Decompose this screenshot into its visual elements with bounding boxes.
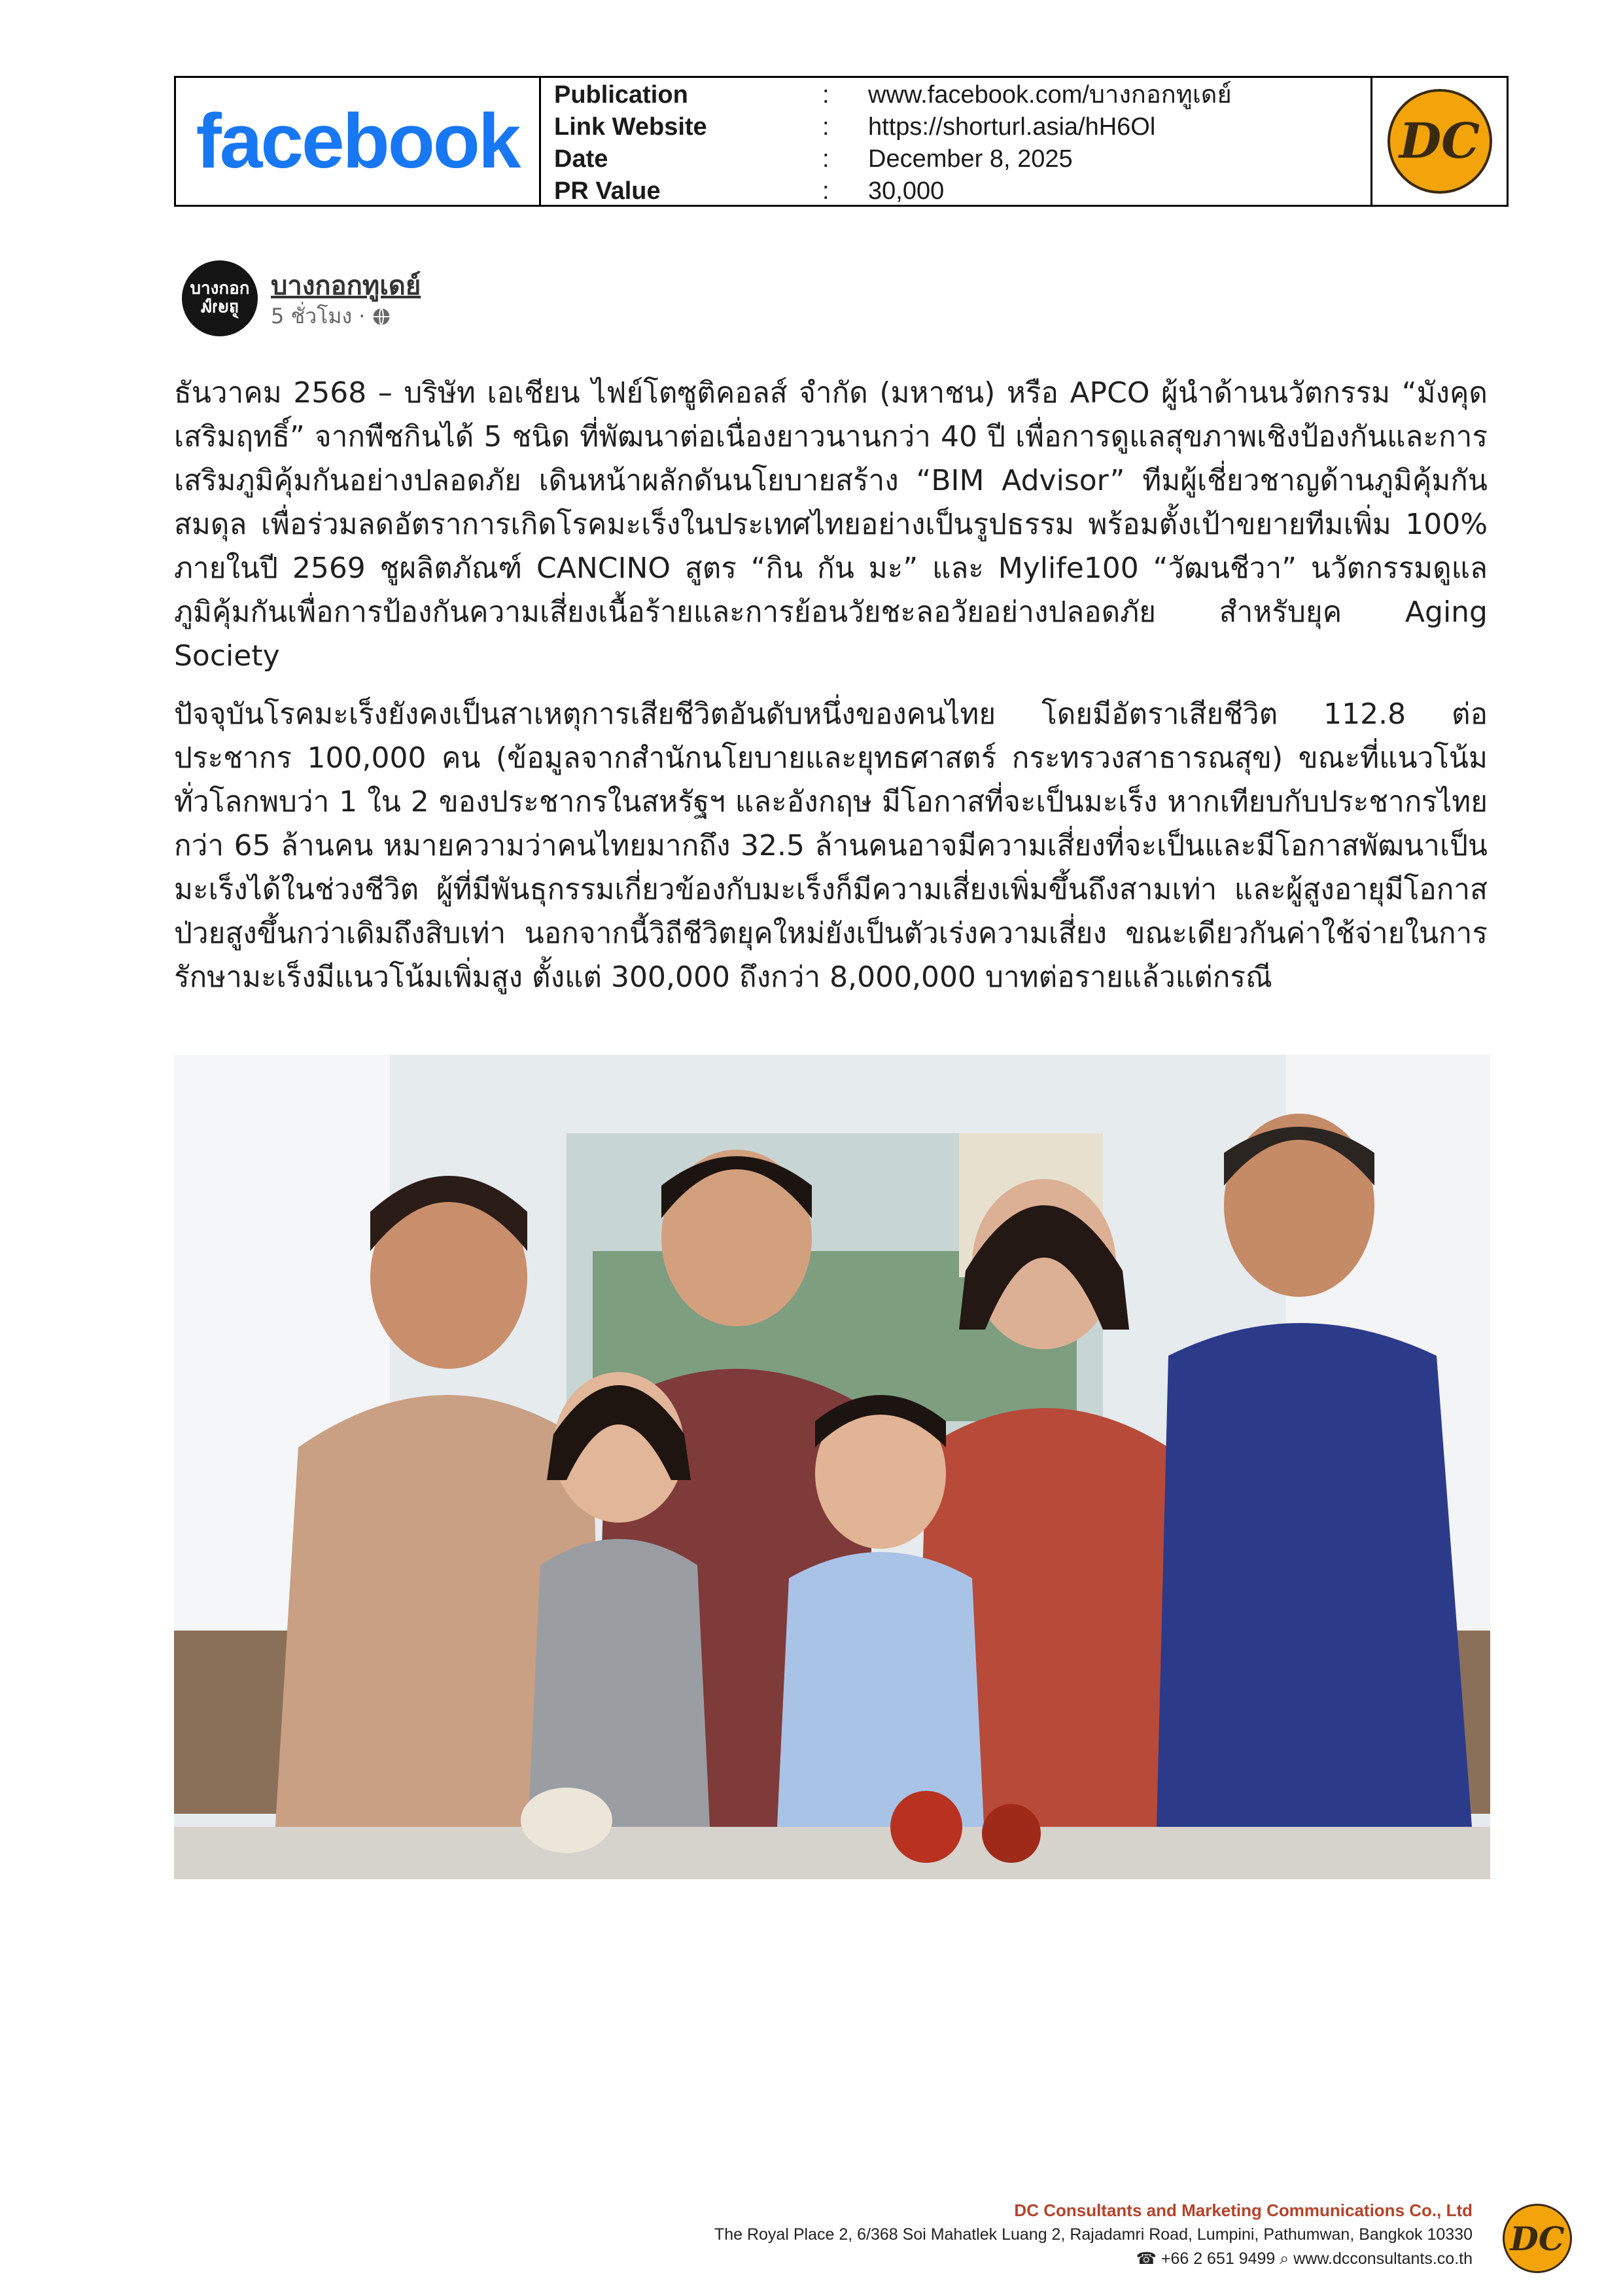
avatar-text-line2: ทูเดย์ [200, 298, 239, 318]
link-value[interactable]: https://shorturl.asia/hH6Ol [868, 113, 1156, 141]
article-paragraph-2: ปัจจุบันโรคมะเร็งยังคงเป็นสาเหตุการเสียชีวิตอันดับหนึ่งของคนไทย โดยมีอัตราเสียชีวิต 112.8 ต่อประชากร 100,000 คน (ข้อมูลจากสำนักนโยบายและยุทธศาสตร์ กระทรวงสาธารณสุข) ขณะที่แนวโน้มทั่วโลกพบว่า 1 ใน 2 ของประชากรในสหรัฐฯ และอังกฤษ มีโอกาสที่จะเป็นมะเร็ง หากเทียบกับประชากรไทยกว่า 65 ล้านคน หมายความว่าคนไทยมากถึง 32.5 ล้านคนอาจมีความเสี่ยงที่จะเป็นและมีโอกาสพัฒนาเป็นมะเร็งได้ในช่วงชีวิต ผู้ที่มีพันธุกรรมเกี่ยวข้องกับมะเร็งก็มีความเสี่ยงเพิ่มขึ้นถึงสามเท่า และผู้สูงอายุมีโอกาสป่วยสูงขึ้นกว่าเดิมถึงสิบเท่า นอกจากนี้วิถีชีวิตยุคใหม่ยังเป็นตัวเร่งความเสี่ยง ขณะเดียวกันค่าใช้จ่ายในการรักษามะเร็งมีแนวโน้มเพิ่มสูง ตั้งแต่ 300,000 ถึงกว่า 8,000,000 บาทต่อรายแล้วแต่กรณี [174, 698, 1488, 994]
date-value: December 8, 2025 [868, 145, 1073, 173]
info-row-pr-value [541, 175, 1370, 207]
agency-logo-cell [1372, 78, 1507, 205]
clipping-header [174, 76, 1509, 207]
article-paragraph-1: ธันวาคม 2568 – บริษัท เอเชียน ไฟย์โตซูติคอลส์ จำกัด (มหาชน) หรือ APCO ผู้นำด้านนวัตกรรม “มังคุดเสริมฤทธิ์” จากพืชกินได้ 5 ชนิด ที่พัฒนาต่อเนื่องยาวนานกว่า 40 ปี เพื่อการดูแลสุขภาพเชิงป้องกันและการเสริมภูมิคุ้มกันอย่างปลอดภัย เดินหน้าผลักดันนโยบายสร้าง “BIM Advisor” ทีมผู้เชี่ยวชาญด้านภูมิคุ้มกันสมดุล เพื่อร่วมลดอัตราการเกิดโรคมะเร็งในประเทศไทยอย่างเป็นรูปธรรม พร้อมตั้งเป้าขยายทีมเพิ่ม 100% ภายในปี 2569 ชูผลิตภัณฑ์ CANCINO สูตร “กิน กัน มะ” และ Mylife100 “วัฒนชีวา” นวัตกรรมดูแลภูมิคุ้มกันเพื่อการป้องกันความเสี่ยงเนื้อร้ายและการย้อนวัยชะลอวัยอย่างปลอดภัย สำหรับยุค Aging Society [174, 376, 1488, 673]
info-row-publication [541, 79, 1370, 111]
family-photo-illustration [174, 1055, 1490, 1879]
dc-logo [1387, 89, 1492, 194]
page-name-link[interactable]: บางกอกทูเดย์ [271, 271, 421, 301]
footer-dc-logo [1503, 2204, 1572, 2273]
info-colon: : [822, 81, 829, 109]
post-time[interactable]: 5 ชั่วโมง · [271, 304, 366, 328]
footer [714, 2199, 1473, 2271]
info-label: Link Website [554, 113, 707, 141]
family-photo[interactable] [174, 1055, 1490, 1879]
facebook-logo-cell [176, 78, 541, 205]
post-meta [271, 300, 391, 333]
publication-info [541, 78, 1372, 205]
footer-website[interactable]: www.dcconsultants.co.th [1293, 2250, 1473, 2268]
footer-phone: +66 2 651 9499 [1161, 2250, 1276, 2268]
publication-value: www.facebook.com/บางกอกทูเดย์ [868, 81, 1232, 109]
info-label: Date [554, 145, 608, 173]
info-colon: : [822, 177, 829, 205]
pr-value: 30,000 [868, 177, 945, 205]
dc-logo-text: DC [1399, 113, 1480, 169]
phone-icon: ☎ [1136, 2250, 1157, 2268]
info-label: PR Value [554, 177, 661, 205]
footer-dc-logo-text: DC [1510, 2219, 1565, 2258]
info-row-link [541, 111, 1370, 143]
info-row-date [541, 143, 1370, 175]
footer-company: DC Consultants and Marketing Communications Co., Ltd [1014, 2200, 1473, 2220]
facebook-logo: facebook [196, 98, 519, 185]
footer-contact [714, 2247, 1473, 2271]
info-colon: : [822, 145, 829, 173]
page-avatar[interactable] [182, 260, 258, 336]
info-colon: : [822, 113, 829, 141]
info-label: Publication [554, 81, 688, 109]
avatar-text-line1: บางกอก [190, 279, 250, 298]
search-icon: ⌕ [1280, 2250, 1289, 2268]
globe-icon [372, 307, 391, 327]
footer-address: The Royal Place 2, 6/368 Soi Mahatlek Luang 2, Rajadamri Road, Lumpini, Pathumwan, Bangkok 10330 [714, 2225, 1473, 2244]
